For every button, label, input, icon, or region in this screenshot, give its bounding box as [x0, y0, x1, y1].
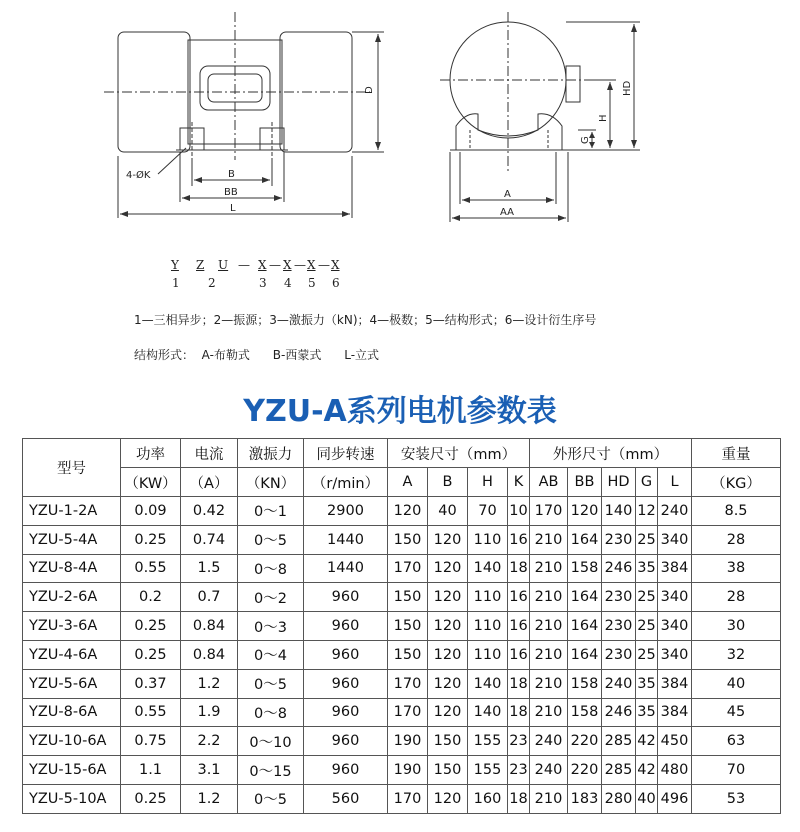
table-cell: 0～8 [238, 554, 304, 583]
table-cell: 120 [388, 497, 428, 526]
model-code [168, 258, 368, 294]
table-cell: 0～3 [238, 612, 304, 641]
table-cell: 0.2 [121, 583, 181, 612]
table-cell: 120 [428, 640, 468, 669]
header-dim: H [468, 468, 508, 497]
table-cell: 220 [568, 756, 602, 785]
header-dim: B [428, 468, 468, 497]
code-number: 6 [332, 276, 340, 290]
table-cell: 110 [468, 583, 508, 612]
label-hd: HD [622, 80, 633, 96]
table-cell: 40 [636, 784, 658, 813]
table-cell: 240 [602, 669, 636, 698]
table-cell: 960 [304, 756, 388, 785]
table-row [23, 640, 781, 669]
code-char: X [283, 258, 292, 272]
table-cell: 164 [568, 583, 602, 612]
table-row [23, 698, 781, 727]
code-char: X [331, 258, 340, 272]
table-cell: 120 [428, 698, 468, 727]
table-cell: 960 [304, 669, 388, 698]
table-cell: 3.1 [181, 756, 238, 785]
table-cell: 164 [568, 612, 602, 641]
label-bb: BB [224, 187, 238, 198]
table-cell: 150 [428, 756, 468, 785]
table-cell: 16 [508, 612, 530, 641]
table-cell: 150 [388, 525, 428, 554]
table-cell: 120 [568, 497, 602, 526]
table-cell: 35 [636, 698, 658, 727]
table-cell: 25 [636, 583, 658, 612]
table-cell: 1440 [304, 525, 388, 554]
header-outline: 外形尺寸（mm） [530, 439, 692, 468]
model-cell: YZU-8-4A [23, 554, 121, 583]
table-cell: 0～4 [238, 640, 304, 669]
code-legend: 1—三相异步；2—振源；3—激振力（kN)；4—极数；5—结构形式；6—设计衍生序号 [134, 313, 597, 327]
label-d: D [364, 86, 375, 94]
table-cell: 140 [468, 698, 508, 727]
table-cell: 210 [530, 784, 568, 813]
model-cell: YZU-15-6A [23, 756, 121, 785]
table-cell: 120 [428, 583, 468, 612]
table-cell: 120 [428, 525, 468, 554]
table-cell: 0～2 [238, 583, 304, 612]
table-cell: 0.84 [181, 640, 238, 669]
table-cell: 450 [658, 727, 692, 756]
header-dim: A [388, 468, 428, 497]
model-cell: YZU-8-6A [23, 698, 121, 727]
table-cell: 150 [388, 612, 428, 641]
table-cell: 230 [602, 612, 636, 641]
table-cell: 496 [658, 784, 692, 813]
table-cell: 158 [568, 698, 602, 727]
label-b: B [228, 169, 235, 180]
table-row [23, 612, 781, 641]
table-cell: 23 [508, 756, 530, 785]
table-cell: 1.9 [181, 698, 238, 727]
table-cell: 246 [602, 554, 636, 583]
motor-dimension-drawing [0, 0, 800, 232]
table-cell: 220 [568, 727, 602, 756]
table-row [23, 727, 781, 756]
table-cell: 164 [568, 525, 602, 554]
code-char: — [269, 258, 281, 272]
table-cell: 1.1 [121, 756, 181, 785]
table-cell: 285 [602, 756, 636, 785]
table-cell: 280 [602, 784, 636, 813]
table-cell: 340 [658, 640, 692, 669]
header-power: 功率 [121, 439, 181, 468]
code-char: X [258, 258, 267, 272]
table-cell: 25 [636, 612, 658, 641]
table-cell: 42 [636, 727, 658, 756]
table-cell: 0.84 [181, 612, 238, 641]
table-cell: 28 [692, 525, 781, 554]
table-cell: 246 [602, 698, 636, 727]
table-cell: 210 [530, 612, 568, 641]
header-power-unit: （KW） [121, 468, 181, 497]
table-cell: 140 [468, 554, 508, 583]
table-cell: 210 [530, 669, 568, 698]
table-cell: 16 [508, 583, 530, 612]
table-cell: 150 [428, 727, 468, 756]
table-cell: 30 [692, 612, 781, 641]
table-cell: 35 [636, 554, 658, 583]
table-cell: 42 [636, 756, 658, 785]
table-cell: 340 [658, 525, 692, 554]
table-row [23, 497, 781, 526]
table-cell: 210 [530, 525, 568, 554]
table-cell: 155 [468, 756, 508, 785]
table-cell: 110 [468, 640, 508, 669]
model-cell: YZU-3-6A [23, 612, 121, 641]
parameter-table [22, 438, 781, 814]
table-cell: 0～5 [238, 784, 304, 813]
header-dim: G [636, 468, 658, 497]
table-cell: 70 [692, 756, 781, 785]
table-cell: 40 [428, 497, 468, 526]
table-cell: 960 [304, 612, 388, 641]
code-char: X [307, 258, 316, 272]
table-cell: 240 [658, 497, 692, 526]
code-number: 1 [172, 276, 180, 290]
label-h: H [598, 114, 609, 122]
table-cell: 12 [636, 497, 658, 526]
table-cell: 960 [304, 727, 388, 756]
table-row [23, 669, 781, 698]
table-cell: 8.5 [692, 497, 781, 526]
table-cell: 0.55 [121, 554, 181, 583]
header-force: 激振力 [238, 439, 304, 468]
table-cell: 18 [508, 669, 530, 698]
table-cell: 32 [692, 640, 781, 669]
table-cell: 120 [428, 784, 468, 813]
table-row [23, 554, 781, 583]
header-dim: HD [602, 468, 636, 497]
table-cell: 285 [602, 727, 636, 756]
table-cell: 160 [468, 784, 508, 813]
header-weight: 重量 [692, 439, 781, 468]
table-cell: 183 [568, 784, 602, 813]
table-row [23, 756, 781, 785]
table-cell: 230 [602, 640, 636, 669]
table-cell: 1.2 [181, 669, 238, 698]
table-cell: 140 [468, 669, 508, 698]
table-cell: 110 [468, 612, 508, 641]
model-cell: YZU-5-4A [23, 525, 121, 554]
table-cell: 0～15 [238, 756, 304, 785]
table-cell: 1.5 [181, 554, 238, 583]
table-cell: 190 [388, 756, 428, 785]
model-cell: YZU-5-6A [23, 669, 121, 698]
table-cell: 63 [692, 727, 781, 756]
table-cell: 158 [568, 554, 602, 583]
table-row [23, 525, 781, 554]
table-cell: 1440 [304, 554, 388, 583]
table-cell: 0.37 [121, 669, 181, 698]
table-cell: 210 [530, 698, 568, 727]
table-cell: 18 [508, 698, 530, 727]
table-cell: 0～1 [238, 497, 304, 526]
code-number: 2 [208, 276, 216, 290]
table-cell: 0.7 [181, 583, 238, 612]
code-char: — [238, 258, 250, 272]
table-cell: 210 [530, 583, 568, 612]
table-cell: 23 [508, 727, 530, 756]
table-cell: 53 [692, 784, 781, 813]
header-row-top [23, 439, 781, 468]
table-cell: 2.2 [181, 727, 238, 756]
header-row-sub [23, 468, 781, 497]
code-char: — [318, 258, 330, 272]
table-cell: 18 [508, 784, 530, 813]
header-model: 型号 [23, 439, 121, 497]
table-cell: 340 [658, 612, 692, 641]
table-cell: 170 [388, 698, 428, 727]
table-cell: 18 [508, 554, 530, 583]
header-dim: K [508, 468, 530, 497]
table-cell: 960 [304, 640, 388, 669]
table-cell: 0.25 [121, 640, 181, 669]
header-dim: BB [568, 468, 602, 497]
model-cell: YZU-4-6A [23, 640, 121, 669]
table-cell: 0.25 [121, 525, 181, 554]
table-cell: 0～10 [238, 727, 304, 756]
table-cell: 0.75 [121, 727, 181, 756]
code-number: 5 [308, 276, 316, 290]
table-cell: 240 [530, 727, 568, 756]
table-cell: 960 [304, 583, 388, 612]
label-l: L [230, 203, 236, 214]
table-cell: 1.2 [181, 784, 238, 813]
table-cell: 2900 [304, 497, 388, 526]
table-cell: 45 [692, 698, 781, 727]
table-cell: 10 [508, 497, 530, 526]
table-cell: 480 [658, 756, 692, 785]
table-cell: 120 [428, 669, 468, 698]
table-cell: 16 [508, 640, 530, 669]
table-cell: 384 [658, 669, 692, 698]
table-cell: 170 [388, 784, 428, 813]
table-cell: 230 [602, 525, 636, 554]
code-char: Z [196, 258, 205, 272]
label-g: G [580, 136, 591, 144]
table-cell: 384 [658, 698, 692, 727]
table-cell: 0.25 [121, 784, 181, 813]
table-cell: 170 [388, 669, 428, 698]
table-cell: 210 [530, 640, 568, 669]
code-char: — [294, 258, 306, 272]
header-force-unit: （KN） [238, 468, 304, 497]
page-title: YZU-A系列电机参数表 [243, 394, 557, 429]
table-cell: 0.55 [121, 698, 181, 727]
model-cell: YZU-2-6A [23, 583, 121, 612]
table-cell: 158 [568, 669, 602, 698]
table-cell: 28 [692, 583, 781, 612]
table-cell: 40 [692, 669, 781, 698]
table-cell: 190 [388, 727, 428, 756]
label-hole: 4-ØK [126, 170, 151, 181]
table-cell: 150 [388, 640, 428, 669]
table-cell: 960 [304, 698, 388, 727]
structure-legend: 结构形式： A-布勒式 B-西蒙式 L-立式 [134, 348, 380, 362]
model-cell: YZU-10-6A [23, 727, 121, 756]
header-speed-unit: （r/min） [304, 468, 388, 497]
header-speed: 同步转速 [304, 439, 388, 468]
table-cell: 120 [428, 554, 468, 583]
table-cell: 70 [468, 497, 508, 526]
header-dim: L [658, 468, 692, 497]
model-cell: YZU-1-2A [23, 497, 121, 526]
table-cell: 25 [636, 640, 658, 669]
header-current: 电流 [181, 439, 238, 468]
table-cell: 230 [602, 583, 636, 612]
code-number: 3 [259, 276, 267, 290]
table-cell: 170 [530, 497, 568, 526]
table-row [23, 583, 781, 612]
table-cell: 120 [428, 612, 468, 641]
end-view [440, 12, 640, 222]
table-cell: 0.25 [121, 612, 181, 641]
table-cell: 0.09 [121, 497, 181, 526]
label-aa: AA [500, 207, 514, 218]
table-cell: 340 [658, 583, 692, 612]
table-cell: 0～5 [238, 525, 304, 554]
table-cell: 140 [602, 497, 636, 526]
table-cell: 0～5 [238, 669, 304, 698]
table-cell: 110 [468, 525, 508, 554]
table-row [23, 784, 781, 813]
table-cell: 170 [388, 554, 428, 583]
table-cell: 25 [636, 525, 658, 554]
code-char: Y [171, 258, 179, 272]
table-cell: 560 [304, 784, 388, 813]
table-cell: 38 [692, 554, 781, 583]
table-cell: 164 [568, 640, 602, 669]
table-cell: 210 [530, 554, 568, 583]
table-cell: 0.42 [181, 497, 238, 526]
side-view [104, 12, 384, 218]
model-cell: YZU-5-10A [23, 784, 121, 813]
table-cell: 35 [636, 669, 658, 698]
table-cell: 150 [388, 583, 428, 612]
table-cell: 155 [468, 727, 508, 756]
header-weight-unit: （KG） [692, 468, 781, 497]
table-cell: 16 [508, 525, 530, 554]
table-cell: 0.74 [181, 525, 238, 554]
table-cell: 240 [530, 756, 568, 785]
table-cell: 0～8 [238, 698, 304, 727]
label-a: A [504, 189, 511, 200]
header-current-unit: （A） [181, 468, 238, 497]
header-install: 安装尺寸（mm） [388, 439, 530, 468]
table-cell: 384 [658, 554, 692, 583]
header-dim: AB [530, 468, 568, 497]
code-char: U [218, 258, 229, 272]
table-body [23, 497, 781, 814]
code-number: 4 [284, 276, 292, 290]
